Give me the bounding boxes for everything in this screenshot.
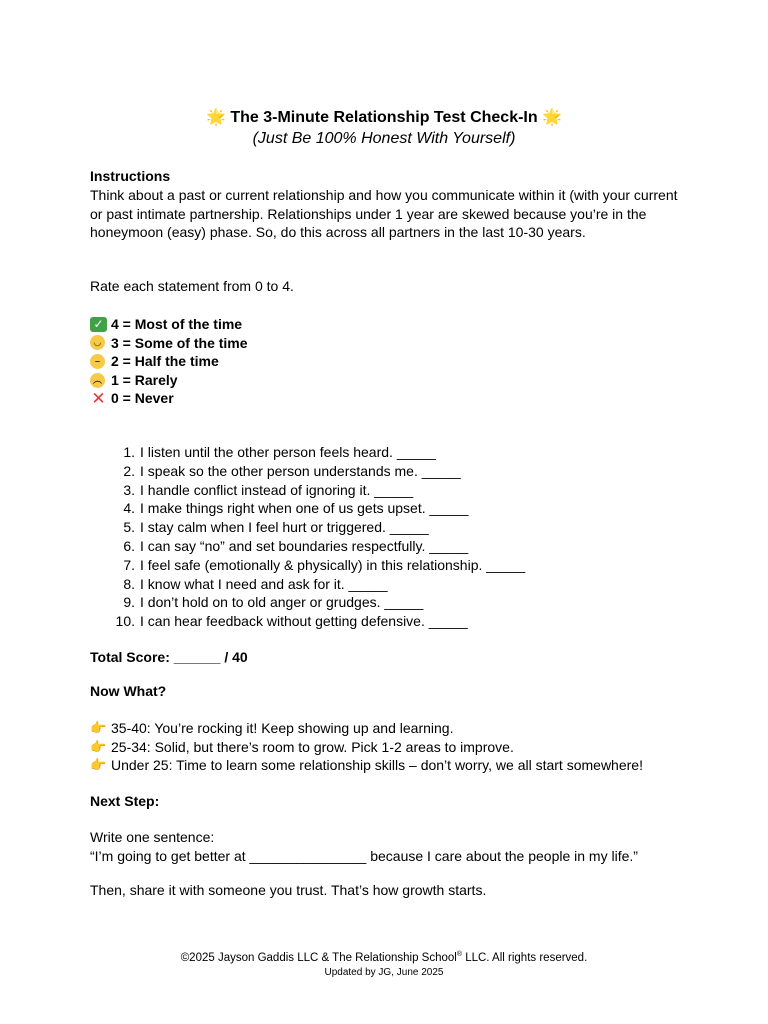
star-icon: 🌟: [542, 109, 563, 126]
write-sentence-line: Write one sentence:: [90, 829, 215, 845]
copyright-text: ©2025 Jayson Gaddis LLC & The Relationship School: [180, 951, 457, 964]
scale-label: 0 = Never: [111, 390, 174, 407]
list-item: [110, 612, 525, 631]
scale-item: [90, 389, 248, 408]
item-number: 10.: [115, 613, 135, 630]
item-number: 7.: [123, 556, 135, 573]
next-step-instructions: [90, 828, 638, 866]
statement-list: [110, 443, 525, 631]
now-what-heading: Now What?: [90, 683, 167, 699]
statement-text: I can hear feedback without getting defensive. _____: [140, 613, 468, 630]
slight-smile-icon: ◡: [90, 335, 105, 350]
pointing-hand-icon: 👉: [90, 738, 107, 754]
item-number: 8.: [123, 575, 135, 592]
results-list: [90, 719, 643, 775]
result-text: 25-34: Solid, but there’s room to grow. Pick 1-2 areas to improve.: [111, 738, 514, 755]
list-item: [110, 499, 525, 518]
check-mark-icon: ✓: [90, 317, 107, 332]
result-text: 35-40: You’re rocking it! Keep showing up and learning.: [111, 720, 454, 736]
list-item: [110, 481, 525, 500]
scale-label: 4 = Most of the time: [111, 316, 243, 332]
list-item: [110, 518, 525, 537]
registered-mark: ®: [456, 951, 462, 958]
page-title: [0, 108, 768, 128]
title-block: [0, 108, 768, 150]
scale-label: 2 = Half the time: [111, 353, 219, 370]
scale-label: 3 = Some of the time: [111, 334, 248, 351]
item-number: 5.: [123, 519, 135, 536]
result-text: Under 25: Time to learn some relationship skills – don’t worry, we all start somewhere!: [111, 757, 643, 774]
cross-mark-icon: ✕: [91, 389, 106, 409]
scale-item: [90, 334, 248, 353]
item-number: 3.: [123, 481, 135, 498]
next-step-heading: Next Step:: [90, 793, 160, 809]
rating-scale: [90, 315, 248, 408]
statement-text: I don’t hold on to old anger or grudges. _____: [140, 594, 424, 611]
copyright-suffix: LLC. All rights reserved.: [462, 951, 588, 964]
share-text: Then, share it with someone you trust. That’s how growth starts.: [90, 882, 487, 898]
footer: [0, 947, 768, 980]
confused-face-icon: ︵: [90, 373, 105, 388]
statement-text: I speak so the other person understands me. _____: [140, 462, 461, 479]
result-item: [90, 738, 643, 757]
statement-text: I can say “no” and set boundaries respectfully. _____: [140, 537, 469, 554]
list-item: [110, 556, 525, 575]
total-score: Total Score: ______ / 40: [90, 649, 248, 665]
list-item: [110, 575, 525, 594]
item-number: 6.: [123, 537, 135, 554]
neutral-face-icon: –: [90, 354, 105, 369]
list-item: [110, 537, 525, 556]
item-number: 9.: [123, 594, 135, 611]
commitment-sentence: “I’m going to get better at _______________ because I care about the people in my life.”: [90, 848, 638, 864]
list-item: [110, 593, 525, 612]
list-item: [110, 462, 525, 481]
updated-note: Updated by JG, June 2025: [324, 966, 444, 978]
instructions-text: Think about a past or current relationship and how you communicate within it (with your current or past intimate partnership. Relationships under 1 year are skewed because you’re in the honeymoon (easy) phase. So, do this across all partners in the last 10-30 years.: [90, 187, 678, 240]
statement-text: I make things right when one of us gets upset. _____: [140, 500, 469, 517]
copyright: [0, 947, 768, 966]
item-number: 2.: [123, 462, 135, 479]
list-item: [110, 443, 525, 462]
statement-text: I stay calm when I feel hurt or triggered. _____: [140, 519, 429, 536]
scale-item: [90, 371, 248, 390]
instructions-heading: Instructions: [90, 168, 171, 184]
statement-text: I listen until the other person feels heard. _____: [140, 444, 436, 460]
scale-item: [90, 352, 248, 371]
pointing-hand-icon: 👉: [90, 720, 107, 735]
result-item: [90, 756, 643, 775]
scale-label: 1 = Rarely: [111, 371, 178, 388]
rating-intro: Rate each statement from 0 to 4.: [90, 278, 294, 294]
star-icon: 🌟: [205, 109, 226, 126]
item-number: 1.: [123, 444, 135, 460]
pointing-hand-icon: 👉: [90, 757, 107, 773]
statement-text: I handle conflict instead of ignoring it. _____: [140, 481, 414, 498]
result-item: [90, 719, 643, 738]
page-subtitle: (Just Be 100% Honest With Yourself): [252, 130, 516, 147]
title-text: The 3-Minute Relationship Test Check-In: [230, 109, 538, 126]
item-number: 4.: [123, 500, 135, 517]
statement-text: I feel safe (emotionally & physically) in this relationship. _____: [140, 556, 526, 573]
statement-text: I know what I need and ask for it. _____: [140, 575, 388, 592]
scale-item: [90, 315, 248, 334]
